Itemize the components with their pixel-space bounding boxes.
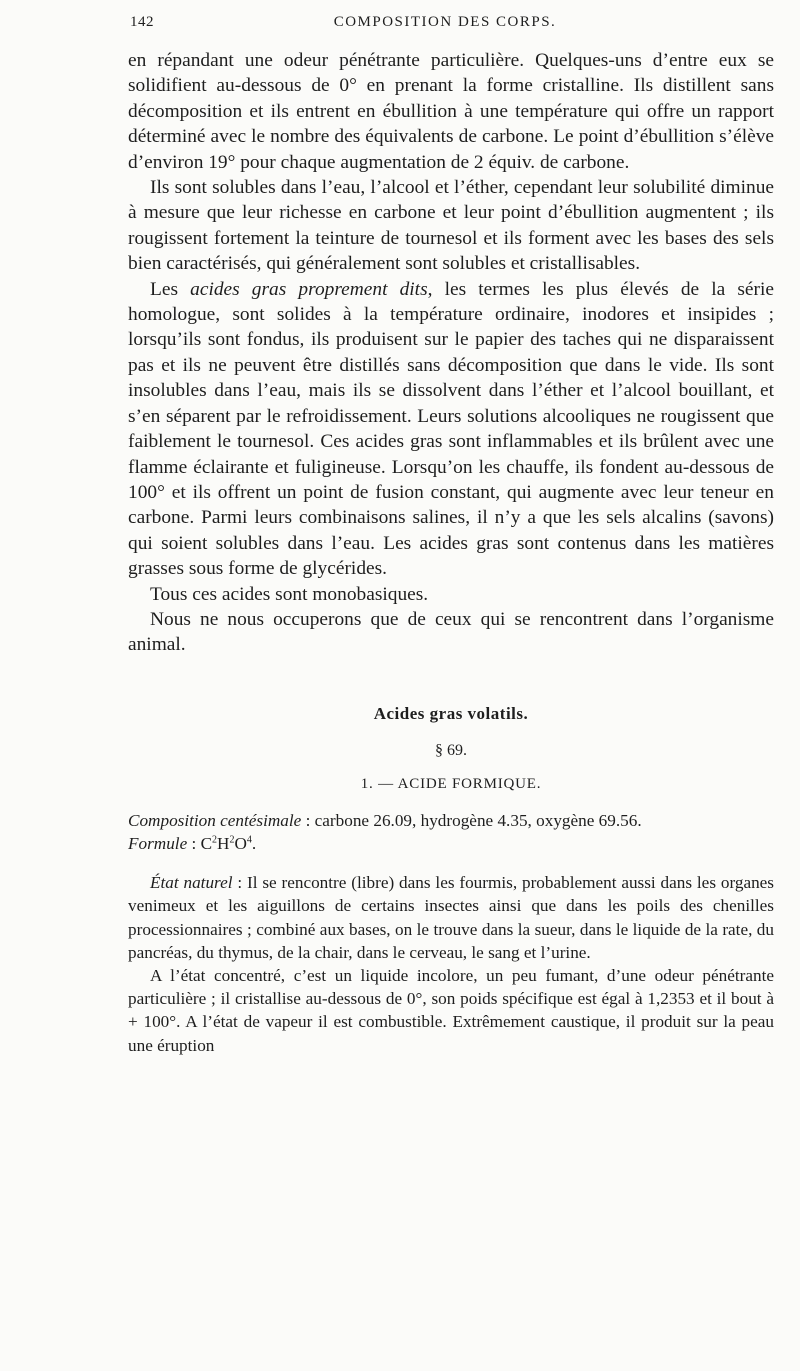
paragraph-3-rest: , les termes les plus élevés de la série homologue, sont solides à la température ordinaire, inodores et insipides ; lorsqu’ils sont fondus, ils produisent sur le papier des taches qui ne disparaissent pas et ils ne peuvent être distillés sans décomposition que dans le vide. Ils sont insolubles dans l’eau, mais ils se dissolvent dans l’éther et l’alcool bouillant, et s’en séparent par le refroidissement. Leurs solutions alcooliques ne rougissent que faiblement le tournesol. Ces acides gras sont inflammables et ils brûlent avec une flamme éclairante et fuligineuse. Lorsqu’on les chauffe, ils fondent au-dessous de 100° et ils offrent un point de fusion constant, qui augmente avec leur teneur en carbone. Parmi leurs combinaisons salines, il n’y a que les sels alcalins (savons) qui soient solubles dans l’eau. Les acides gras sont contenus dans les matières grasses sous forme de glycérides. <box>128 278 774 580</box>
subsection-title: 1. — ACIDE FORMIQUE. <box>360 775 542 792</box>
page-number: 142 <box>130 14 154 30</box>
paragraph-5: Nous ne nous occuperons que de ceux qui se rencontrent dans l’organisme animal. <box>128 608 774 656</box>
paragraph-1: en répandant une odeur pénétrante particulière. Quelques-uns d’entre eux se solidifient au-dessous de 0° en prenant la forme cristalline. Ils distillent sans décomposition et ils entrent en ébullition à une température qui offre un rapport déterminé avec le nombre des équivalents de carbone. Le point d’ébullition s’élève d’environ 19° pour chaque augmentation de 2 équiv. de carbone. <box>128 50 774 173</box>
page-header <box>118 10 772 36</box>
etat-text: : Il se rencontre (libre) dans les fourmis, probablement aussi dans les organes venimeux et les aiguillons de certains insectes ainsi que dans les poils des chenilles processionnaires ; combiné aux bases, on le trouve dans la sueur, dans le liquide de la rate, du pancréas, du thymus, de la chair, dans le cerveau, le sang et l’urine. <box>128 873 774 962</box>
paragraph-3-italic: acides gras proprement dits <box>190 278 428 300</box>
last-paragraph: A l’état concentré, c’est un liquide incolore, un peu fumant, d’une odeur pénétrante particulière ; il cristallise au-dessous de 0°, son poids spécifique est égal à 1,2353 et il bout à + 100°. A l’état de vapeur il est combustible. Extrêmement caustique, il produit sur la peau une éruption <box>128 965 774 1055</box>
formula-c: C <box>200 833 213 853</box>
formula-c-index: 2 <box>212 834 218 846</box>
formula-o-index: 4 <box>246 834 252 846</box>
page-body <box>128 48 774 1057</box>
formula-o: O <box>234 833 247 853</box>
paragraph-3 <box>128 277 774 582</box>
formula-h-index: 2 <box>229 834 235 846</box>
composition-value: : carbone 26.09, hydrogène 4.35, oxygène 69.56. <box>301 810 642 830</box>
formula-line <box>128 832 774 855</box>
formula-h: H <box>217 833 230 853</box>
composition-label: Composition centésimale <box>128 810 302 830</box>
formula-label: Formule <box>128 833 188 853</box>
composition-line <box>128 809 774 832</box>
etat-label: État naturel <box>150 873 233 893</box>
paragraph-4: Tous ces acides sont monobasiques. <box>150 583 429 605</box>
formula-end: . <box>251 833 257 853</box>
formula-sep: : <box>187 833 201 853</box>
section-title: Acides gras volatils. <box>373 703 529 723</box>
running-title: COMPOSITION DES CORPS. <box>333 14 557 30</box>
section-number: § 69. <box>435 741 467 759</box>
etat-naturel-paragraph <box>128 871 774 964</box>
paragraph-2: Ils sont solubles dans l’eau, l’alcool et l’éther, cependant leur solubilité diminue à mesure que leur richesse en carbone et leur point d’ébullition augmentent ; ils rougissent fortement la teinture de tournesol et ils forment avec les bases des sels bien caractérisés, qui généralement sont solubles et cristallisables. <box>128 177 774 275</box>
paragraph-3-lead: Les <box>150 278 191 300</box>
